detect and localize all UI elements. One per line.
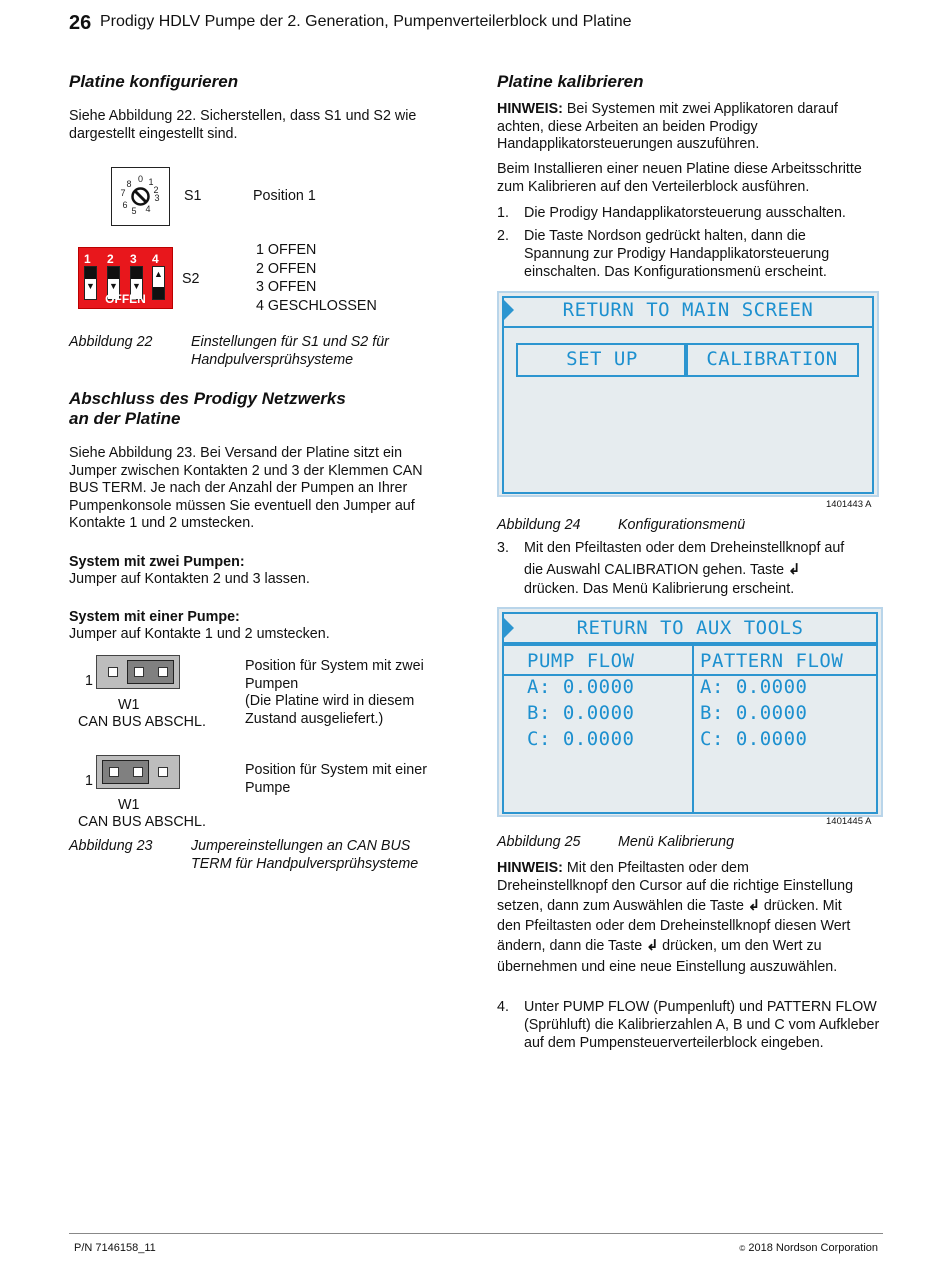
s2-value: 3 OFFEN — [256, 279, 317, 295]
jumper-pin — [158, 767, 168, 777]
copyright-symbol: © — [739, 1244, 746, 1253]
note-2-line — [497, 937, 822, 955]
dip-number: 4 — [152, 252, 159, 266]
section-heading-calibrate: Platine kalibrieren — [497, 72, 644, 91]
jumper-name: W1 — [118, 697, 140, 713]
dial-digit: 4 — [145, 204, 151, 214]
jumper-pin — [109, 767, 119, 777]
jumper-pin — [158, 667, 168, 677]
note-text: ändern, dann die Taste — [497, 938, 647, 954]
step-number: 3. — [497, 540, 509, 556]
dip-number: 2 — [107, 252, 114, 266]
jumper-pin-label: 1 — [85, 673, 93, 689]
note-2-line — [497, 897, 842, 915]
figure-caption: Menü Kalibrierung — [618, 834, 735, 850]
jumper-desc: Position für System mit einer Pumpe — [245, 762, 427, 796]
page-title: Prodigy HDLV Pumpe der 2. Generation, Pumpenverteilerblock und Platine — [100, 13, 632, 30]
footer-part-number: P/N 7146158_11 — [74, 1242, 156, 1254]
step-text-line — [524, 561, 800, 579]
dial-digit: 8 — [126, 179, 132, 189]
enter-key-icon: ↲ — [747, 898, 760, 914]
lcd-col2-header: PATTERN FLOW — [700, 650, 844, 672]
note-text: übernehmen und eine neue Einstellung auszuwählen. — [497, 959, 838, 975]
footer-copyright-text: 2018 Nordson Corporation — [748, 1242, 878, 1254]
step-text: Die Taste Nordson gedrückt halten, dann die Spannung zur Prodigy Handapplikatorsteuerung einschalten. Das Konfigurationsmenü erscheint. — [524, 228, 830, 280]
s1-value: Position 1 — [253, 188, 316, 204]
dial-digit: 0 — [137, 174, 144, 184]
step-number: 4. — [497, 999, 509, 1015]
jumper-sub: CAN BUS ABSCHL. — [78, 814, 206, 830]
s2-value: 4 GESCHLOSSEN — [256, 298, 377, 314]
section-heading-network-line1: Abschluss des Prodigy Netzwerks — [69, 389, 346, 408]
lcd-tab-setup-label: SET UP — [566, 348, 638, 370]
page-number: 26 — [69, 12, 92, 34]
jumper-pin — [134, 667, 144, 677]
figure-label: Abbildung 24 — [497, 517, 581, 533]
note-text: Dreheinstellknopf den Cursor auf die richtige Einstellung — [497, 878, 854, 894]
figure-label: Abbildung 23 — [69, 838, 153, 854]
lcd-pattern-value[interactable]: A: 0.0000 — [700, 676, 808, 698]
one-pump-title: System mit einer Pumpe: — [69, 609, 240, 625]
note-1 — [497, 101, 887, 154]
jumper-name: W1 — [118, 797, 140, 813]
jumper-icon — [96, 755, 180, 789]
note-2-line — [497, 859, 749, 877]
jumper-pin — [133, 767, 143, 777]
dip-caption: OFFEN — [105, 292, 146, 306]
note-label: HINWEIS: — [497, 860, 563, 876]
lcd-pump-value[interactable]: A: 0.0000 — [527, 676, 635, 698]
note-text: Mit den Pfeiltasten oder dem — [562, 860, 749, 876]
jumper-icon — [96, 655, 180, 689]
figure-id: 1401443 A — [826, 499, 872, 510]
dip-number: 3 — [130, 252, 137, 266]
step-text: Unter PUMP FLOW (Pumpenluft) und PATTERN FLOW (Sprühluft) die Kalibrierzahlen A, B und C vom Aufkleber auf dem Pumpensteuerverteilerblock eingeben. — [524, 999, 880, 1051]
arrow-down-icon: ▼ — [86, 281, 95, 291]
figure-caption: Einstellungen für S1 und S2 für Handpulversprühsysteme — [191, 334, 389, 368]
calibrate-intro: Beim Installieren einer neuen Platine diese Arbeitsschritte zum Kalibrieren auf den Verteilerblock ausführen. — [497, 161, 862, 195]
enter-key-icon: ↲ — [788, 562, 801, 578]
footer-copyright — [739, 1242, 878, 1254]
section-heading-network-line2: an der Platine — [69, 409, 181, 428]
dip-switch-icon — [78, 247, 173, 309]
lcd-column-divider — [692, 642, 694, 812]
jumper-pin-label: 1 — [85, 773, 93, 789]
dial-digit: 1 — [148, 177, 154, 187]
note-text: setzen, dann zum Auswählen die Taste — [497, 898, 748, 914]
one-pump-text: Jumper auf Kontakte 1 und 2 umstecken. — [69, 626, 330, 642]
enter-key-icon: ↲ — [646, 938, 659, 954]
lcd-title[interactable]: RETURN TO MAIN SCREEN — [562, 299, 814, 321]
dial-digit: 3 — [154, 193, 160, 203]
s2-label: S2 — [182, 271, 200, 287]
note-text: Bei Systemen mit zwei Applikatoren darauf achten, diese Arbeiten an beiden Prodigy Handapplikatorsteuerungen auszuführen. — [497, 101, 838, 152]
figure-label: Abbildung 25 — [497, 834, 581, 850]
arrow-down-icon: ▼ — [132, 281, 141, 291]
footer-rule — [69, 1233, 883, 1234]
note-text: drücken, um den Wert zu — [658, 938, 822, 954]
lcd-pump-value[interactable]: C: 0.0000 — [527, 728, 635, 750]
jumper-sub: CAN BUS ABSCHL. — [78, 714, 206, 730]
lcd-pattern-value[interactable]: C: 0.0000 — [700, 728, 808, 750]
two-pumps-text: Jumper auf Kontakten 2 und 3 lassen. — [69, 571, 310, 587]
step-text: die Auswahl CALIBRATION gehen. Taste — [524, 562, 789, 578]
arrow-down-icon: ▼ — [109, 281, 118, 291]
s1-label: S1 — [184, 188, 202, 204]
step-text: Die Prodigy Handapplikatorsteuerung ausschalten. — [524, 205, 846, 221]
dial-digit: 6 — [122, 200, 128, 210]
step-text: Mit den Pfeiltasten oder dem Dreheinstellknopf auf — [524, 540, 845, 556]
lcd-title[interactable]: RETURN TO AUX TOOLS — [576, 617, 804, 639]
configure-intro: Siehe Abbildung 22. Sicherstellen, dass S1 und S2 wie dargestellt eingestellt sind. — [69, 108, 417, 142]
step-text: drücken. Das Menü Kalibrierung erscheint. — [524, 581, 795, 597]
lcd-config-menu — [497, 291, 879, 497]
lcd-col1-header: PUMP FLOW — [527, 650, 635, 672]
dip-number: 1 — [84, 252, 91, 266]
network-intro: Siehe Abbildung 23. Bei Versand der Platine sitzt ein Jumper zwischen Kontakten 2 und 3 der Klemmen CAN BUS TERM. Je nach der Anzahl der Pumpen an Ihrer Pumpenkonsole müssen Sie eventuell den Jumper auf Kontakte 1 und 2 umstecken. — [69, 445, 423, 531]
step-number: 1. — [497, 205, 509, 221]
note-label: HINWEIS: — [497, 101, 563, 117]
figure-caption: Konfigurationsmenü — [618, 517, 746, 533]
arrow-up-icon: ▲ — [154, 269, 163, 279]
dial-digit: 5 — [131, 206, 137, 216]
jumper-pin — [108, 667, 118, 677]
two-pumps-title: System mit zwei Pumpen: — [69, 554, 245, 570]
dial-switch-icon — [111, 167, 170, 226]
s2-value: 1 OFFEN — [256, 242, 317, 258]
section-heading-configure: Platine konfigurieren — [69, 72, 239, 91]
lcd-tab-calibration-label: CALIBRATION — [706, 348, 838, 370]
step-number: 2. — [497, 228, 509, 244]
dial-digit: 7 — [120, 188, 126, 198]
dial-digit: 2 — [153, 185, 159, 195]
note-text: den Pfeiltasten oder dem Dreheinstellknopf diesen Wert — [497, 918, 851, 934]
note-text: drücken. Mit — [759, 898, 842, 914]
lcd-pattern-value[interactable]: B: 0.0000 — [700, 702, 808, 724]
jumper-desc: Position für System mit zwei Pumpen (Die Platine wird in diesem Zustand ausgeliefert.) — [245, 658, 424, 727]
figure-caption: Jumpereinstellungen an CAN BUS TERM für Handpulversprühsysteme — [191, 838, 419, 872]
figure-id: 1401445 A — [826, 816, 872, 827]
s2-value: 2 OFFEN — [256, 261, 317, 277]
figure-label: Abbildung 22 — [69, 334, 153, 350]
lcd-calibration-menu — [497, 607, 883, 817]
lcd-pump-value[interactable]: B: 0.0000 — [527, 702, 635, 724]
